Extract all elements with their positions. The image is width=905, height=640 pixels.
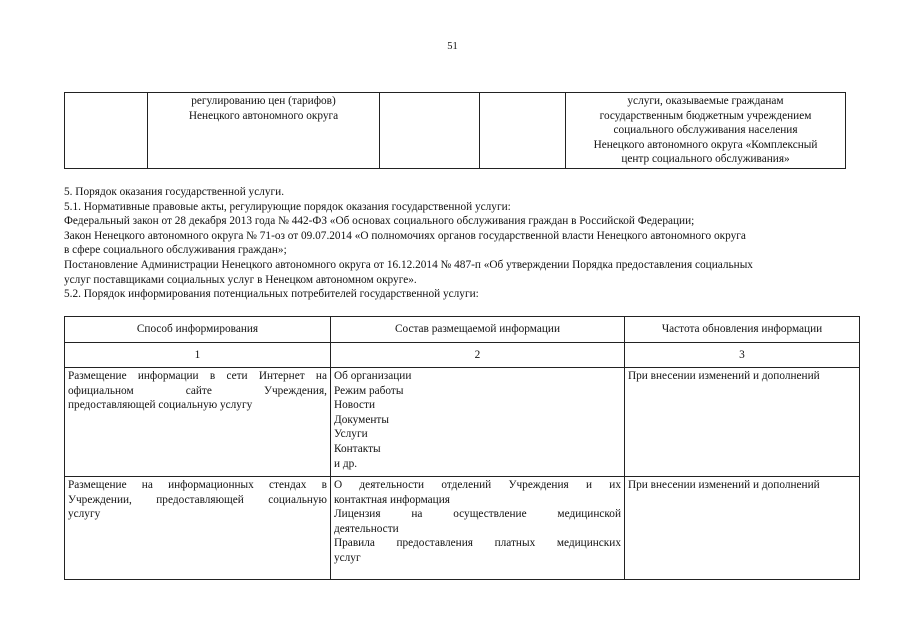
cell-text-line: официальном сайте Учреждения, xyxy=(68,384,327,397)
cell-text-line: услуг xyxy=(334,551,361,564)
top-table-continuation xyxy=(64,92,846,169)
column-number: 3 xyxy=(625,343,860,368)
cell-text-line: Размещение информации в сети Интернет на xyxy=(68,370,327,382)
table-cell xyxy=(65,93,148,169)
section-line: Закон Ненецкого автономного округа № 71-оз от 09.07.2014 «О полномочиях органов государственной власти Ненецкого автономного округа xyxy=(64,229,746,242)
method-cell xyxy=(65,477,331,580)
list-item: Документы xyxy=(334,413,389,426)
section-line: 5. Порядок оказания государственной услуги. xyxy=(64,186,285,198)
cell-text-line: Ненецкого автономного округа «Комплексный xyxy=(593,138,818,151)
section-line: услуг поставщиками социальных услуг в Ненецком автономном округе». xyxy=(64,273,417,286)
cell-text-line: регулированию цен (тарифов) xyxy=(191,95,336,107)
cell-text-line: услугу xyxy=(68,508,101,521)
table-row xyxy=(65,477,860,580)
list-item: Контакты xyxy=(334,442,381,455)
cell-text-line: Правила предоставления платных медицинских xyxy=(334,537,621,550)
cell-text-line: государственным бюджетным учреждением xyxy=(599,109,812,122)
list-item: и др. xyxy=(334,457,358,470)
cell-text-line: Учреждении, предоставляющей социальную xyxy=(68,493,327,506)
cell-text-line: Лицензия на осуществление медицинской xyxy=(334,508,621,521)
list-item: Режим работы xyxy=(334,384,404,397)
table-cell xyxy=(380,93,480,169)
cell-text-line: Размещение на информационных стендах в xyxy=(68,479,327,491)
column-header: Состав размещаемой информации xyxy=(331,317,625,343)
section-line: Постановление Администрации Ненецкого автономного округа от 16.12.2014 № 487-п «Об утверждении Порядка предоставления социальных xyxy=(64,258,753,271)
page-number: 51 xyxy=(447,41,458,52)
table-row xyxy=(65,368,860,477)
column-number-row xyxy=(65,343,860,368)
content-cell xyxy=(331,477,625,580)
cell-text-line: Ненецкого автономного округа xyxy=(188,109,339,122)
content-cell xyxy=(331,368,625,477)
section-text xyxy=(64,185,849,302)
section-line: 5.1. Нормативные правовые акты, регулирующие порядок оказания государственной услуги: xyxy=(64,200,511,213)
column-number: 2 xyxy=(331,343,625,368)
section-line: 5.2. Порядок информирования потенциальных потребителей государственной услуги: xyxy=(64,288,479,301)
cell-text-line: центр социального обслуживания» xyxy=(621,153,790,166)
cell-text-line: услуги, оказываемые гражданам xyxy=(627,95,784,107)
cell-text-line: О деятельности отделений Учреждения и их xyxy=(334,479,621,491)
section-line: в сфере социального обслуживания граждан»; xyxy=(64,244,287,257)
cell-text-line: деятельности xyxy=(334,522,399,535)
table-cell xyxy=(148,93,380,169)
table-cell xyxy=(480,93,566,169)
table-row xyxy=(65,93,846,169)
column-header: Способ информирования xyxy=(65,317,331,343)
column-number: 1 xyxy=(65,343,331,368)
frequency-cell: При внесении изменений и дополнений xyxy=(625,368,860,477)
method-cell xyxy=(65,368,331,477)
cell-text-line: социального обслуживания населения xyxy=(613,124,798,137)
frequency-cell: При внесении изменений и дополнений xyxy=(625,477,860,580)
list-item: Об организации xyxy=(334,370,412,382)
table-header-row xyxy=(65,317,860,343)
cell-text-line: контактная информация xyxy=(334,493,450,506)
list-item: Услуги xyxy=(334,428,368,441)
column-header: Частота обновления информации xyxy=(625,317,860,343)
information-table xyxy=(64,316,860,580)
table-cell xyxy=(566,93,846,169)
section-line: Федеральный закон от 28 декабря 2013 года № 442-ФЗ «Об основах социального обслуживания граждан в Российской Федерации; xyxy=(64,215,695,228)
list-item: Новости xyxy=(334,399,375,412)
cell-text-line: предоставляющей социальную услугу xyxy=(68,399,253,412)
